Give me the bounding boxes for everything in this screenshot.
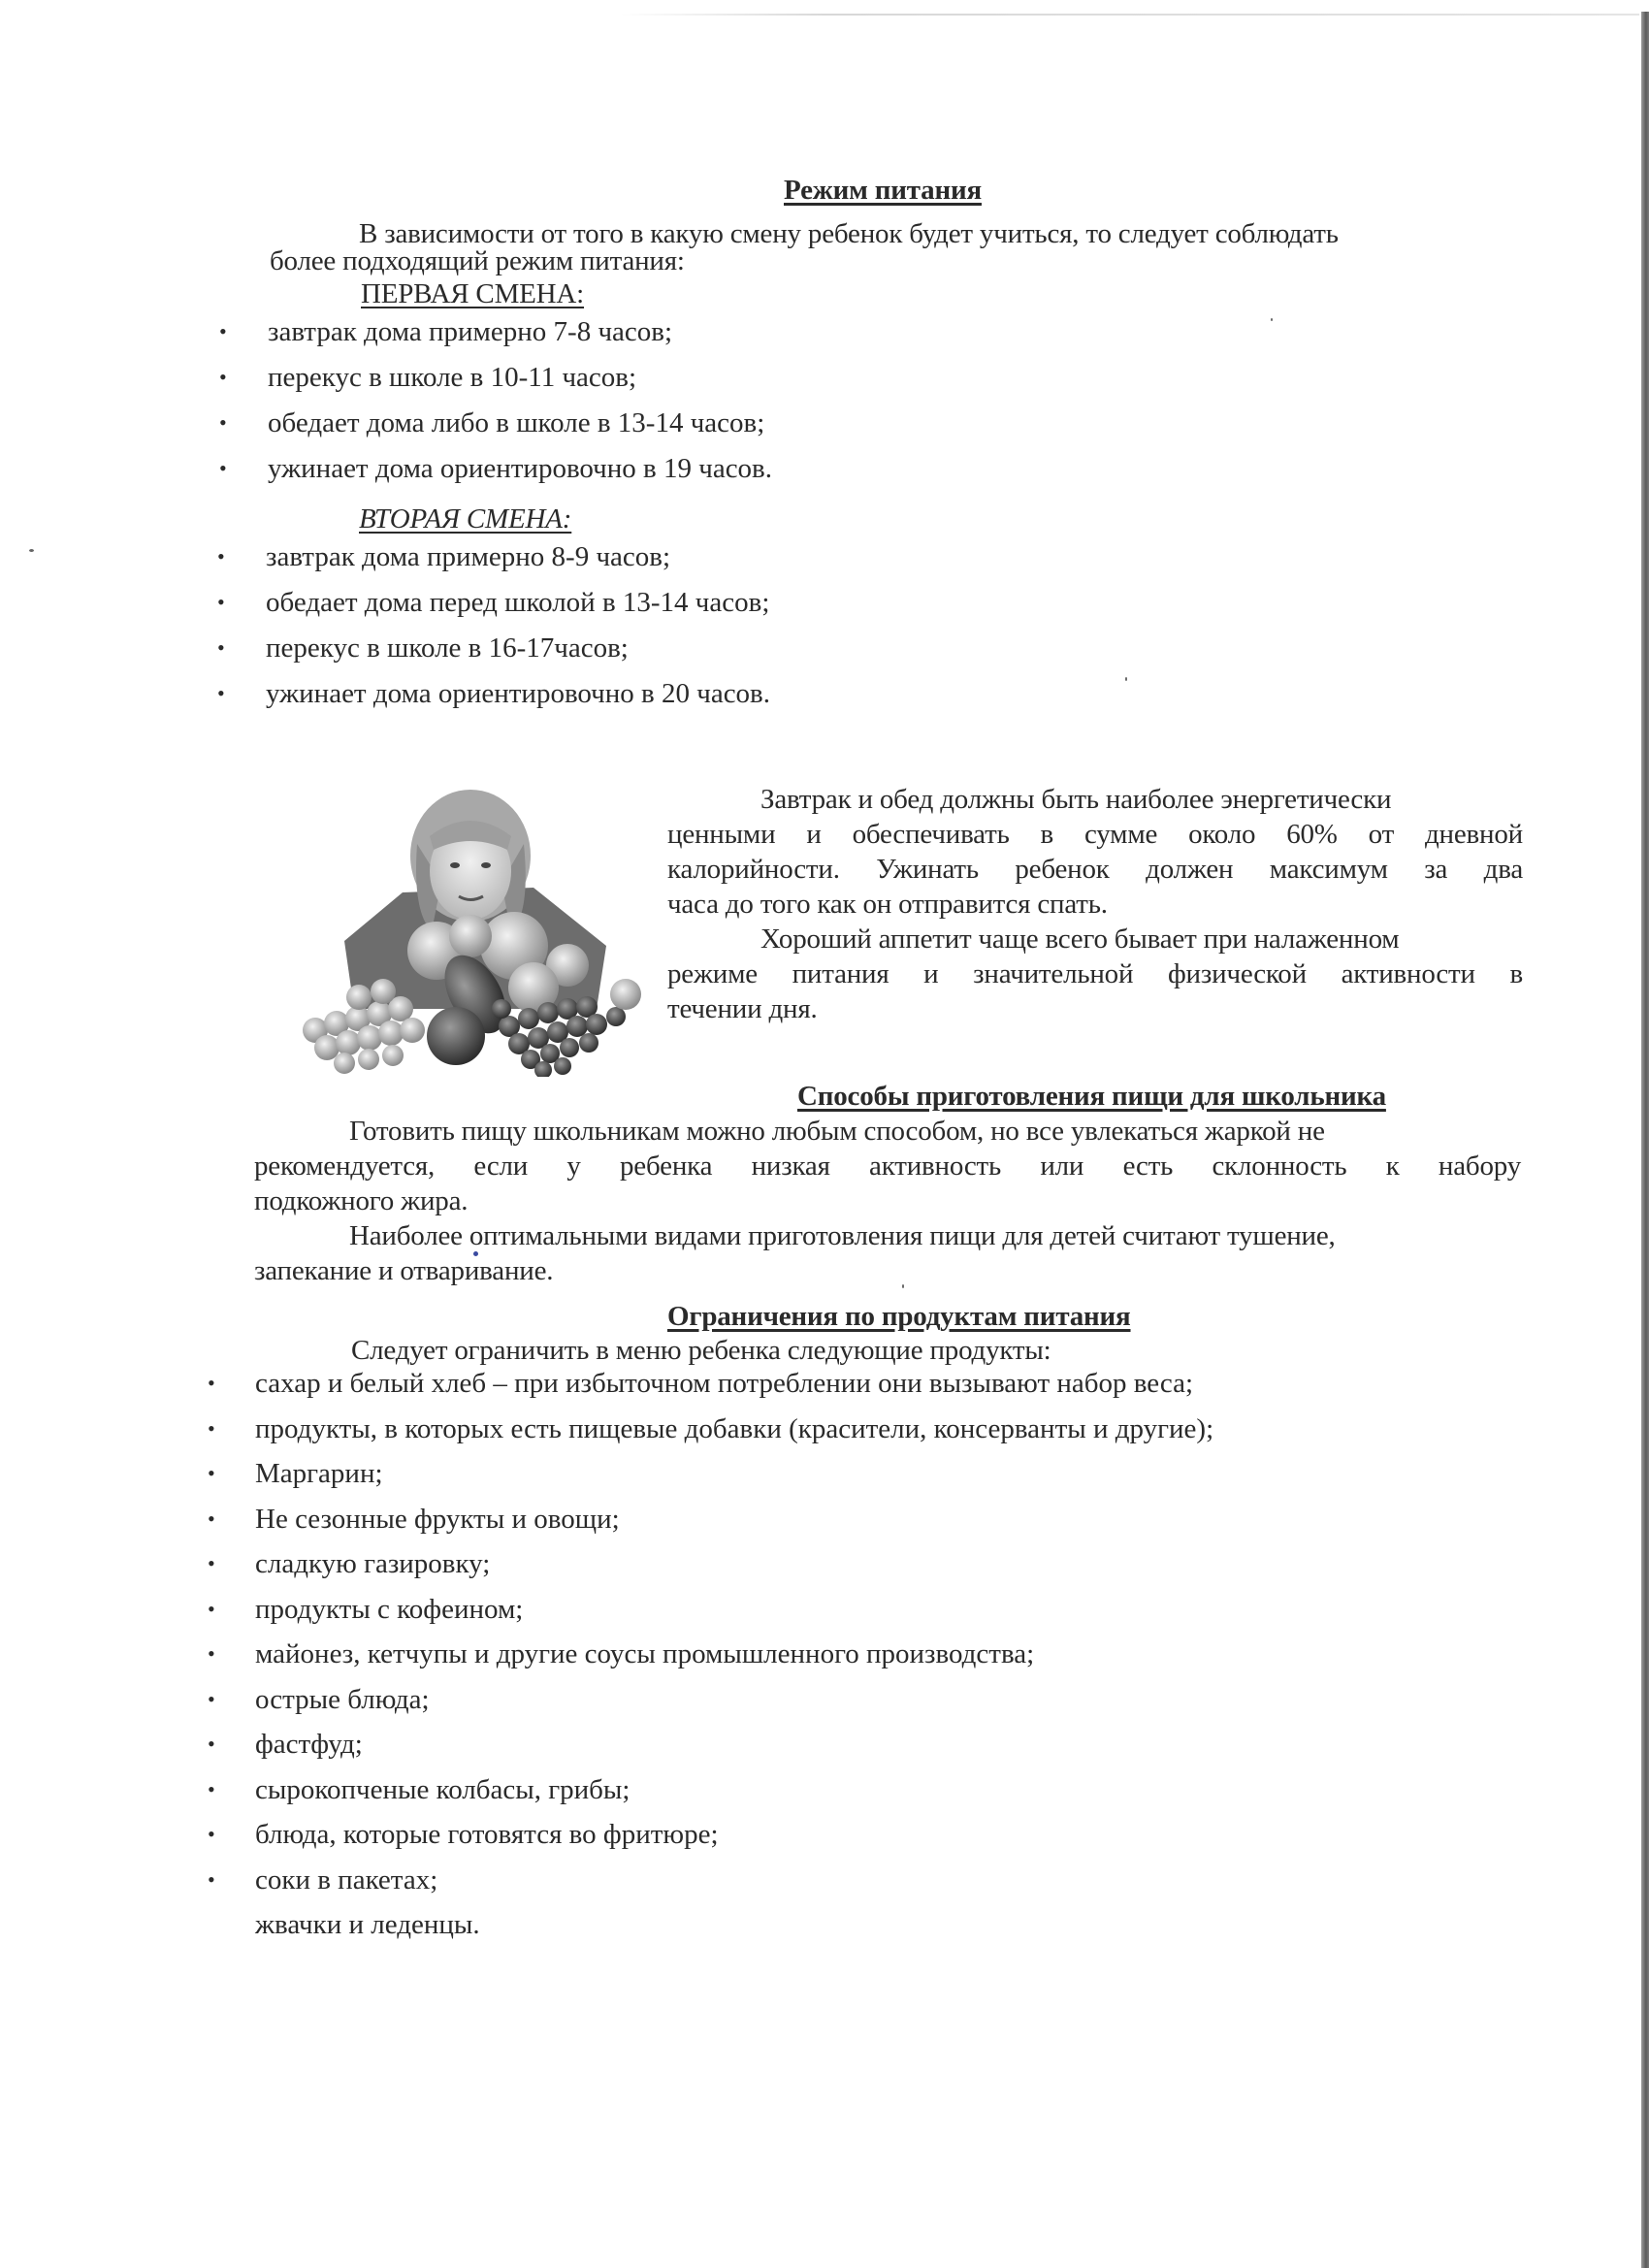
bullet-icon: • [208,1415,215,1441]
bullet-icon: • [219,410,227,435]
bullet-icon: • [219,365,227,389]
text-line: Готовить пищу школьникам можно любым способом, но все увлекаться жаркой не [349,1116,1325,1147]
scan-speck [1271,318,1273,321]
girl-with-fruit-image [276,776,660,1077]
paragraph-cooking [254,1114,1521,1288]
intro-line-2: более подходящий режим питания: [270,245,685,276]
scan-edge-right [1641,12,1649,2268]
bullet-icon: • [208,1822,215,1846]
text-line: ценными и обеспечивать в сумме около 60% от дневной [667,819,1523,850]
section-title-cooking-methods: Способы приготовления пищи для школьника [797,1081,1386,1112]
bullet-icon: • [208,1686,215,1711]
section-title-meal-schedule: Режим питания [784,175,982,206]
bullet-icon: • [217,681,225,705]
scan-speck [29,549,34,552]
bullet-icon: • [208,1371,215,1395]
bullet-icon: • [208,1551,215,1575]
bullet-icon: • [208,1461,215,1485]
text-line: рекомендуется, если у ребенка низкая активность или есть склонность к набору [254,1150,1521,1182]
first-shift-heading: ПЕРВАЯ СМЕНА: [361,278,585,309]
intro-line-1: В зависимости от того в какую смену ребенок будет учиться, то следует соблюдать [359,218,1339,249]
paragraph-calorie-lines [667,782,1523,1026]
scan-speck [1125,677,1127,681]
text-line: Наиболее оптимальными видами приготовления пищи для детей считают тушение, [349,1220,1336,1251]
text-line: подкожного жира. [254,1185,469,1216]
bullet-icon: • [208,1732,215,1756]
text-line: часа до того как он отправится спать. [667,889,1108,920]
section-title-food-restrictions: Ограничения по продуктам питания [667,1301,1131,1332]
bullet-icon: • [217,635,225,660]
bullet-icon: • [217,590,225,614]
text-line: режиме питания и значительной физической активности в [667,958,1523,989]
text-line: Хороший аппетит чаще всего бывает при налаженном [760,923,1400,955]
bullet-icon: • [208,1866,215,1892]
bullet-icon: • [208,1596,215,1621]
text-line: течении дня. [667,993,818,1024]
scan-edge-top [621,14,1639,16]
bullet-icon: • [219,456,227,480]
bullet-icon: • [217,544,225,568]
text-line: Завтрак и обед должны быть наиболее энергетически [760,784,1392,815]
bullet-icon: • [208,1506,215,1531]
bullet-icon: • [208,1641,215,1666]
bullet-icon: • [208,1776,215,1801]
restrictions-intro: Следует ограничить в меню ребенка следующие продукты: [351,1335,1051,1366]
text-line: калорийности. Ужинать ребенок должен максимум за два [667,854,1523,885]
text-line: запекание и отваривание. [254,1255,554,1286]
bullet-icon: • [219,319,227,343]
second-shift-heading: ВТОРАЯ СМЕНА: [359,503,572,535]
